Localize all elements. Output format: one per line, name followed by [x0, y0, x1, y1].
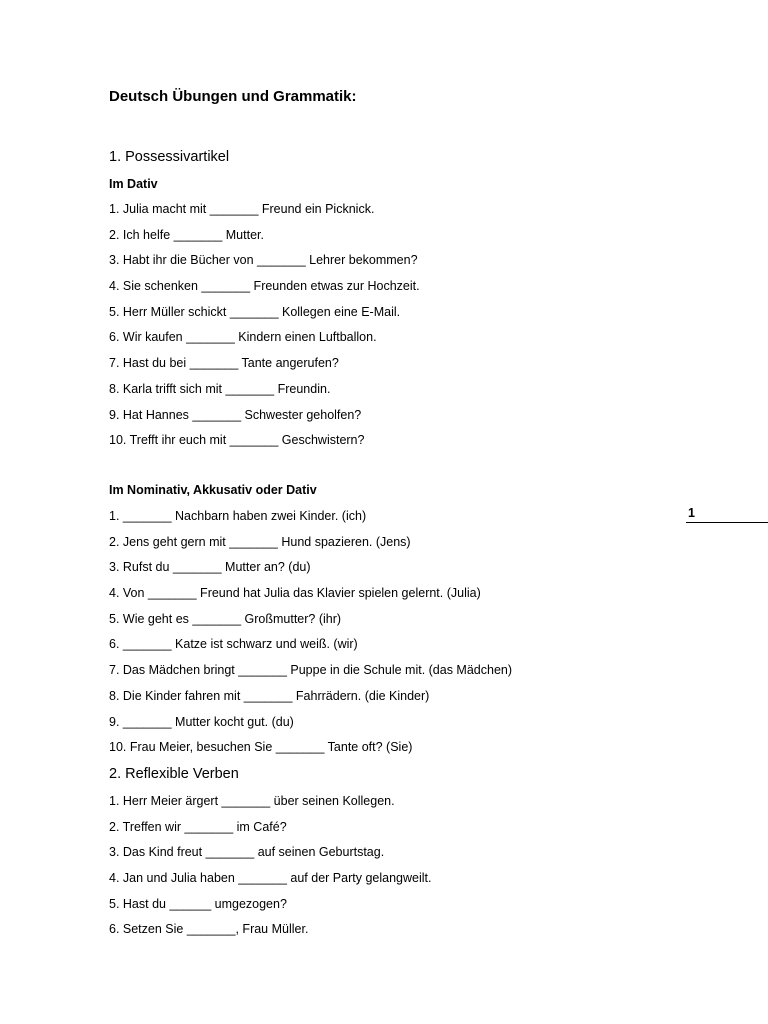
page-number: 1: [688, 506, 695, 520]
exercise-item: 5. Wie geht es _______ Großmutter? (ihr): [109, 611, 342, 626]
exercise-item: 10. Frau Meier, besuchen Sie _______ Tante oft? (Sie): [109, 740, 413, 755]
exercise-item: 4. Jan und Julia haben _______ auf der Party gelangweilt.: [109, 871, 432, 886]
exercise-item: 3. Habt ihr die Bücher von _______ Lehrer bekommen?: [109, 253, 418, 268]
exercise-item: 10. Trefft ihr euch mit _______ Geschwistern?: [109, 433, 365, 448]
exercise-item: 9. Hat Hannes _______ Schwester geholfen?: [109, 407, 362, 422]
exercise-item: 2. Ich helfe _______ Mutter.: [109, 227, 264, 242]
exercise-item: 5. Hast du ______ umgezogen?: [109, 896, 287, 911]
exercise-list-dativ: [109, 200, 420, 457]
exercise-item: 8. Karla trifft sich mit _______ Freundin.: [109, 381, 331, 396]
exercise-item: 7. Hast du bei _______ Tante angerufen?: [109, 356, 339, 371]
exercise-item: 6. _______ Katze ist schwarz und weiß. (wir): [109, 637, 358, 652]
exercise-item: 4. Sie schenken _______ Freunden etwas zur Hochzeit.: [109, 279, 420, 294]
exercise-item: 5. Herr Müller schickt _______ Kollegen eine E-Mail.: [109, 304, 401, 319]
exercise-item: 6. Wir kaufen _______ Kindern einen Luftballon.: [109, 330, 377, 345]
exercise-item: 1. Julia macht mit _______ Freund ein Picknick.: [109, 202, 375, 216]
exercise-list-nom-akk-dat: [109, 507, 512, 764]
section-heading-possessive: 1. Possessivartikel: [109, 149, 230, 165]
exercise-list-reflexive: [109, 792, 431, 946]
exercise-item: 1. _______ Nachbarn haben zwei Kinder. (ich): [109, 509, 367, 523]
exercise-item: 4. Von _______ Freund hat Julia das Klavier spielen gelernt. (Julia): [109, 586, 481, 601]
page-title: Deutsch Übungen und Grammatik:: [109, 88, 357, 105]
subheading-nom-akk-dat: Im Nominativ, Akkusativ oder Dativ: [109, 483, 317, 497]
exercise-item: 2. Jens geht gern mit _______ Hund spazieren. (Jens): [109, 534, 411, 549]
exercise-item: 2. Treffen wir _______ im Café?: [109, 819, 287, 834]
exercise-item: 6. Setzen Sie _______, Frau Müller.: [109, 922, 309, 937]
exercise-item: 8. Die Kinder fahren mit _______ Fahrrädern. (die Kinder): [109, 688, 430, 703]
exercise-item: 7. Das Mädchen bringt _______ Puppe in die Schule mit. (das Mädchen): [109, 663, 513, 678]
exercise-item: 3. Das Kind freut _______ auf seinen Geburtstag.: [109, 845, 385, 860]
exercise-item: 9. _______ Mutter kocht gut. (du): [109, 714, 294, 729]
section-heading-reflexive: 2. Reflexible Verben: [109, 766, 239, 782]
page-number-rule: [686, 522, 768, 523]
subheading-dativ: Im Dativ: [109, 177, 158, 191]
exercise-item: 1. Herr Meier ärgert _______ über seinen Kollegen.: [109, 794, 395, 808]
exercise-item: 3. Rufst du _______ Mutter an? (du): [109, 560, 311, 575]
